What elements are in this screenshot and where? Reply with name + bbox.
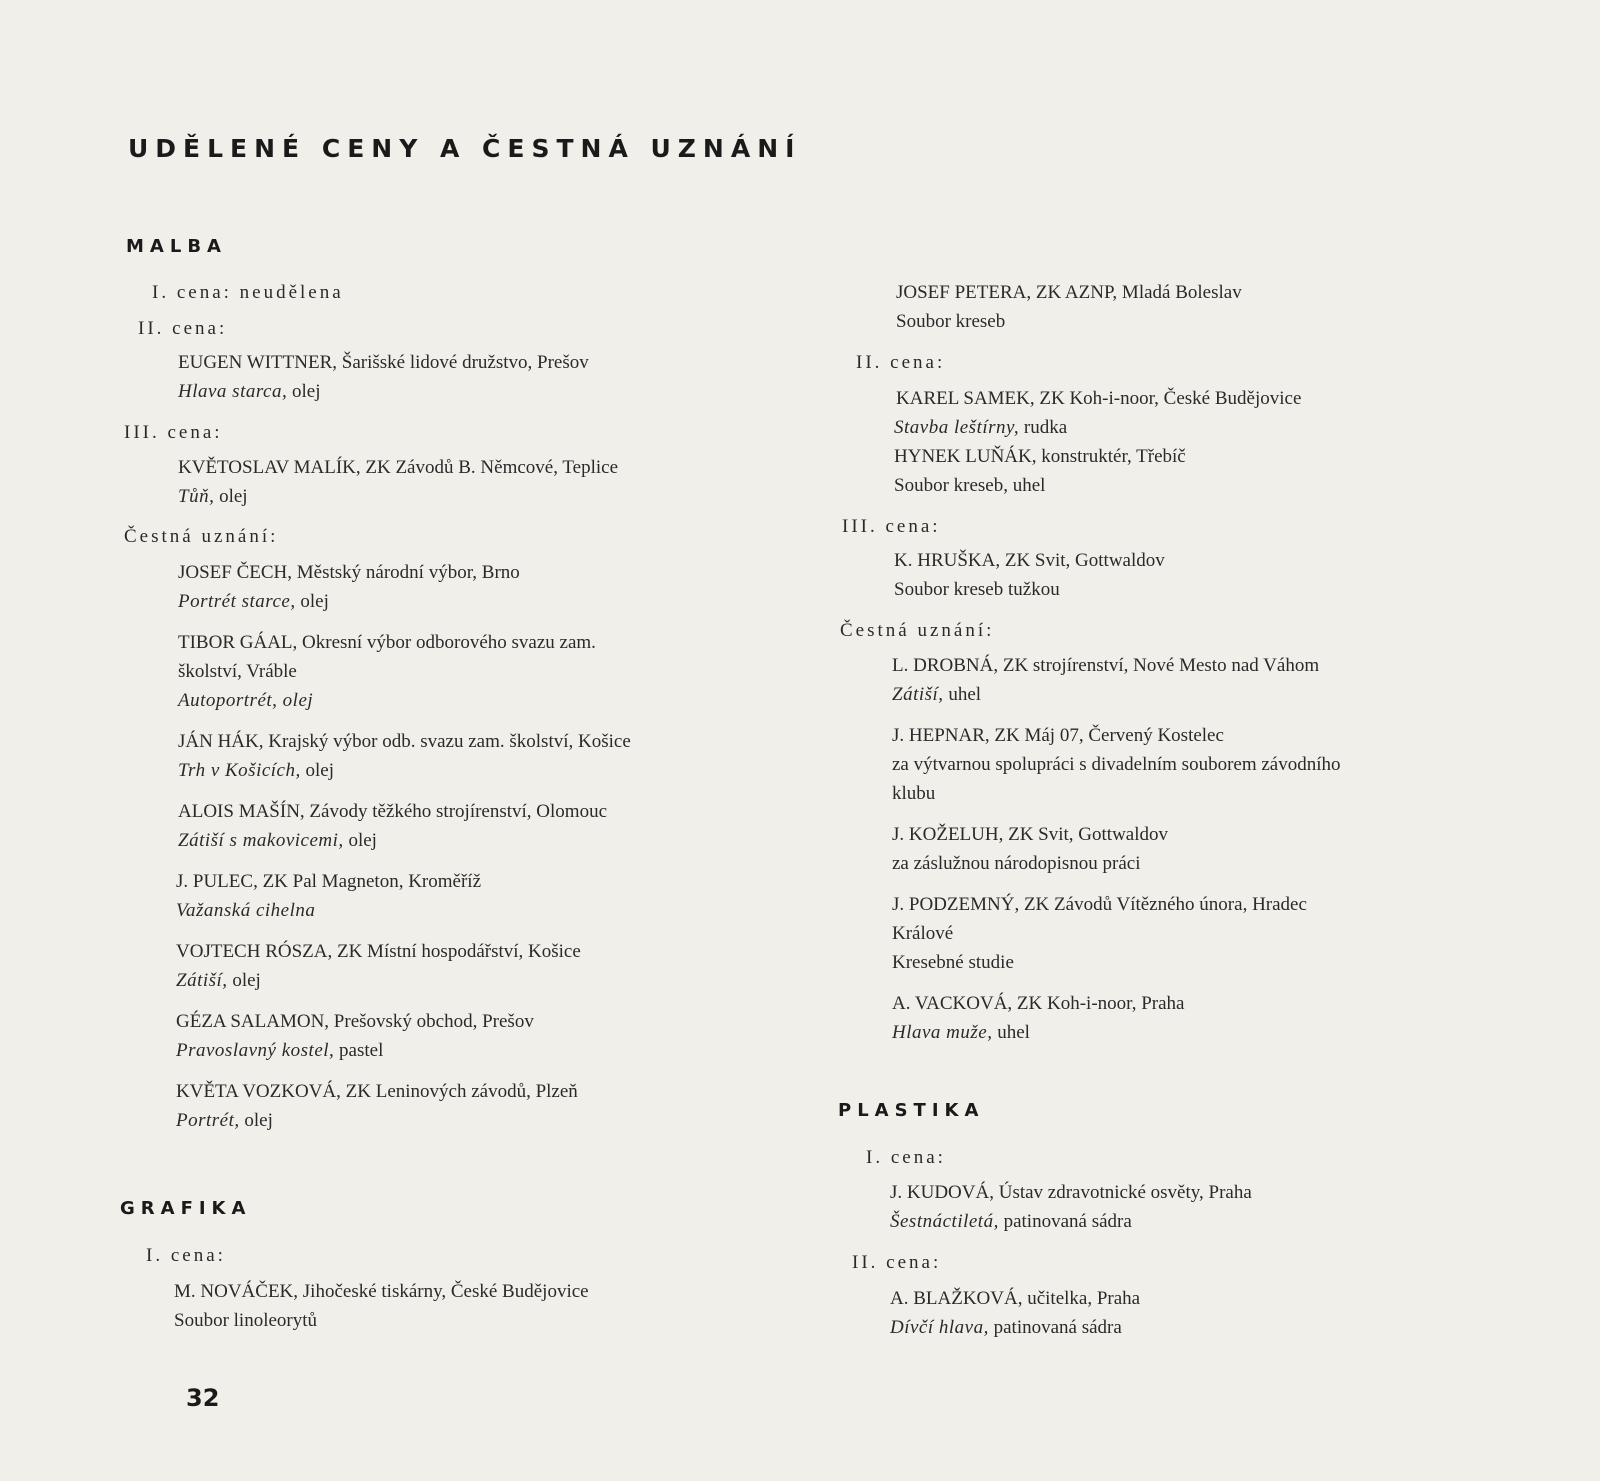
honor-name: TIBOR GÁAL, Okresní výbor odborového svazu zam. <box>178 632 596 653</box>
grafika-prize3-work: Soubor kreseb tužkou <box>894 579 1060 600</box>
work-medium: patinovaná sádra <box>1003 1211 1132 1232</box>
work-medium: pastel <box>339 1040 384 1061</box>
plastika-prize2-label: II. cena: <box>852 1252 942 1273</box>
work-medium: olej <box>305 760 334 781</box>
honor-work <box>176 1040 383 1062</box>
work-title: Zátiší, <box>892 684 944 705</box>
work-title: Hlava muže, <box>892 1022 993 1043</box>
work-medium: uhel <box>948 684 982 705</box>
work-title: Hlava starca, <box>178 381 288 402</box>
section-heading-malba: MALBA <box>126 236 227 257</box>
section-heading-grafika: GRAFIKA <box>120 1198 252 1219</box>
grafika-prize1b-winner: JOSEF PETERA, ZK AZNP, Mladá Boleslav <box>896 282 1242 303</box>
honor-work: Važanská cihelna <box>176 900 316 921</box>
grafika-prize3-winner: K. HRUŠKA, ZK Svit, Gottwaldov <box>894 550 1165 571</box>
honor-name: J. PULEC, ZK Pal Magneton, Kroměříž <box>176 871 482 892</box>
grafika-prize2a-work <box>894 417 1067 439</box>
malba-prize2-label: II. cena: <box>138 318 228 339</box>
honor-work: Kresebné studie <box>892 952 1014 973</box>
plastika-prize2-winner: A. BLAŽKOVÁ, učitelka, Praha <box>890 1288 1141 1309</box>
grafika-prize1a-winner: M. NOVÁČEK, Jihočeské tiskárny, České Budějovice <box>174 1281 589 1302</box>
work-title: Pravoslavný kostel, <box>176 1040 335 1061</box>
grafika-prize3-label: III. cena: <box>842 516 941 537</box>
honor-name: L. DROBNÁ, ZK strojírenství, Nové Mesto nad Váhom <box>892 655 1320 676</box>
page-number: 32 <box>186 1384 220 1412</box>
malba-prize3-work <box>178 486 248 508</box>
malba-prize3-label: III. cena: <box>124 422 223 443</box>
work-medium: patinovaná sádra <box>993 1317 1122 1338</box>
honor-work <box>176 970 261 992</box>
malba-prize3-winner: KVĚTOSLAV MALÍK, ZK Závodů B. Němcové, Teplice <box>178 457 619 478</box>
work-title: Trh v Košicích, <box>178 760 301 781</box>
grafika-prize2b-work: Soubor kreseb, uhel <box>894 475 1046 496</box>
malba-prize2-work <box>178 381 320 403</box>
honor-name: ALOIS MAŠÍN, Závody těžkého strojírenství, Olomouc <box>178 801 608 822</box>
honor-note: za záslužnou národopisnou práci <box>892 853 1141 874</box>
honor-name: JÁN HÁK, Krajský výbor odb. svazu zam. školství, Košice <box>178 731 631 752</box>
grafika-prize1a-work: Soubor linoleorytů <box>174 1310 318 1331</box>
malba-prize2-winner: EUGEN WITTNER, Šarišské lidové družstvo, Prešov <box>178 352 589 373</box>
honor-name: KVĚTA VOZKOVÁ, ZK Leninových závodů, Plzeň <box>176 1081 578 1102</box>
honor-name: J. HEPNAR, ZK Máj 07, Červený Kostelec <box>892 725 1224 746</box>
work-title: Tůň, <box>178 486 215 507</box>
grafika-prize2-label: II. cena: <box>856 352 946 373</box>
work-title: Šestnáctiletá, <box>890 1211 999 1232</box>
plastika-prize1-label: I. cena: <box>866 1147 946 1168</box>
work-title: Dívčí hlava, <box>890 1317 989 1338</box>
honor-name: VOJTECH RÓSZA, ZK Místní hospodářství, Košice <box>176 941 581 962</box>
grafika-prize2a-winner: KAREL SAMEK, ZK Koh-i-noor, České Budějovice <box>896 388 1302 409</box>
work-medium: olej <box>300 591 329 612</box>
honor-name: JOSEF ČECH, Městský národní výbor, Brno <box>178 562 520 583</box>
work-title: Stavba leštírny, <box>894 417 1020 438</box>
work-medium: olej <box>244 1110 273 1131</box>
honor-work: Autoportrét, olej <box>178 690 314 711</box>
plastika-prize1-winner: J. KUDOVÁ, Ústav zdravotnické osvěty, Praha <box>890 1182 1252 1203</box>
work-title: Portrét starce, <box>178 591 296 612</box>
honor-note-continued: klubu <box>892 783 936 804</box>
page-title: UDĚLENÉ CENY A ČESTNÁ UZNÁNÍ <box>128 134 802 163</box>
honor-name: GÉZA SALAMON, Prešovský obchod, Prešov <box>176 1011 534 1032</box>
honor-name-continued: Králové <box>892 923 954 944</box>
work-medium: olej <box>219 486 248 507</box>
honor-work <box>178 830 377 852</box>
honor-name: A. VACKOVÁ, ZK Koh-i-noor, Praha <box>892 993 1185 1014</box>
plastika-prize2-work <box>890 1317 1122 1339</box>
work-medium: rudka <box>1023 417 1068 438</box>
section-heading-plastika: PLASTIKA <box>838 1100 985 1121</box>
work-title: Portrét, <box>176 1110 240 1131</box>
honor-work <box>176 1110 273 1132</box>
work-medium: olej <box>291 381 321 402</box>
work-medium: olej <box>348 830 377 851</box>
honor-work <box>178 760 334 782</box>
honor-name-continued: školství, Vráble <box>178 661 297 682</box>
grafika-honors-label: Čestná uznání: <box>840 620 995 641</box>
work-title: Zátiší s makovicemi, <box>178 830 344 851</box>
work-medium: olej <box>232 970 261 991</box>
honor-name: J. KOŽELUH, ZK Svit, Gottwaldov <box>892 824 1169 845</box>
malba-prize1: I. cena: neudělena <box>152 282 344 303</box>
honor-note: za výtvarnou spolupráci s divadelním souborem závodního <box>892 754 1341 775</box>
work-medium: uhel <box>997 1022 1030 1043</box>
honor-work <box>178 591 329 613</box>
honor-work <box>892 684 981 706</box>
work-title: Zátiší, <box>176 970 228 991</box>
honor-name: J. PODZEMNÝ, ZK Závodů Vítězného února, Hradec <box>892 894 1307 915</box>
grafika-prize1-label: I. cena: <box>146 1245 226 1266</box>
grafika-prize1b-work: Soubor kresеb <box>896 311 1006 332</box>
grafika-prize2b-winner: HYNEK LUŇÁK, konstruktér, Třebíč <box>894 446 1186 467</box>
malba-honors-label: Čestná uznání: <box>124 526 279 547</box>
plastika-prize1-work <box>890 1211 1132 1233</box>
honor-work <box>892 1022 1030 1044</box>
